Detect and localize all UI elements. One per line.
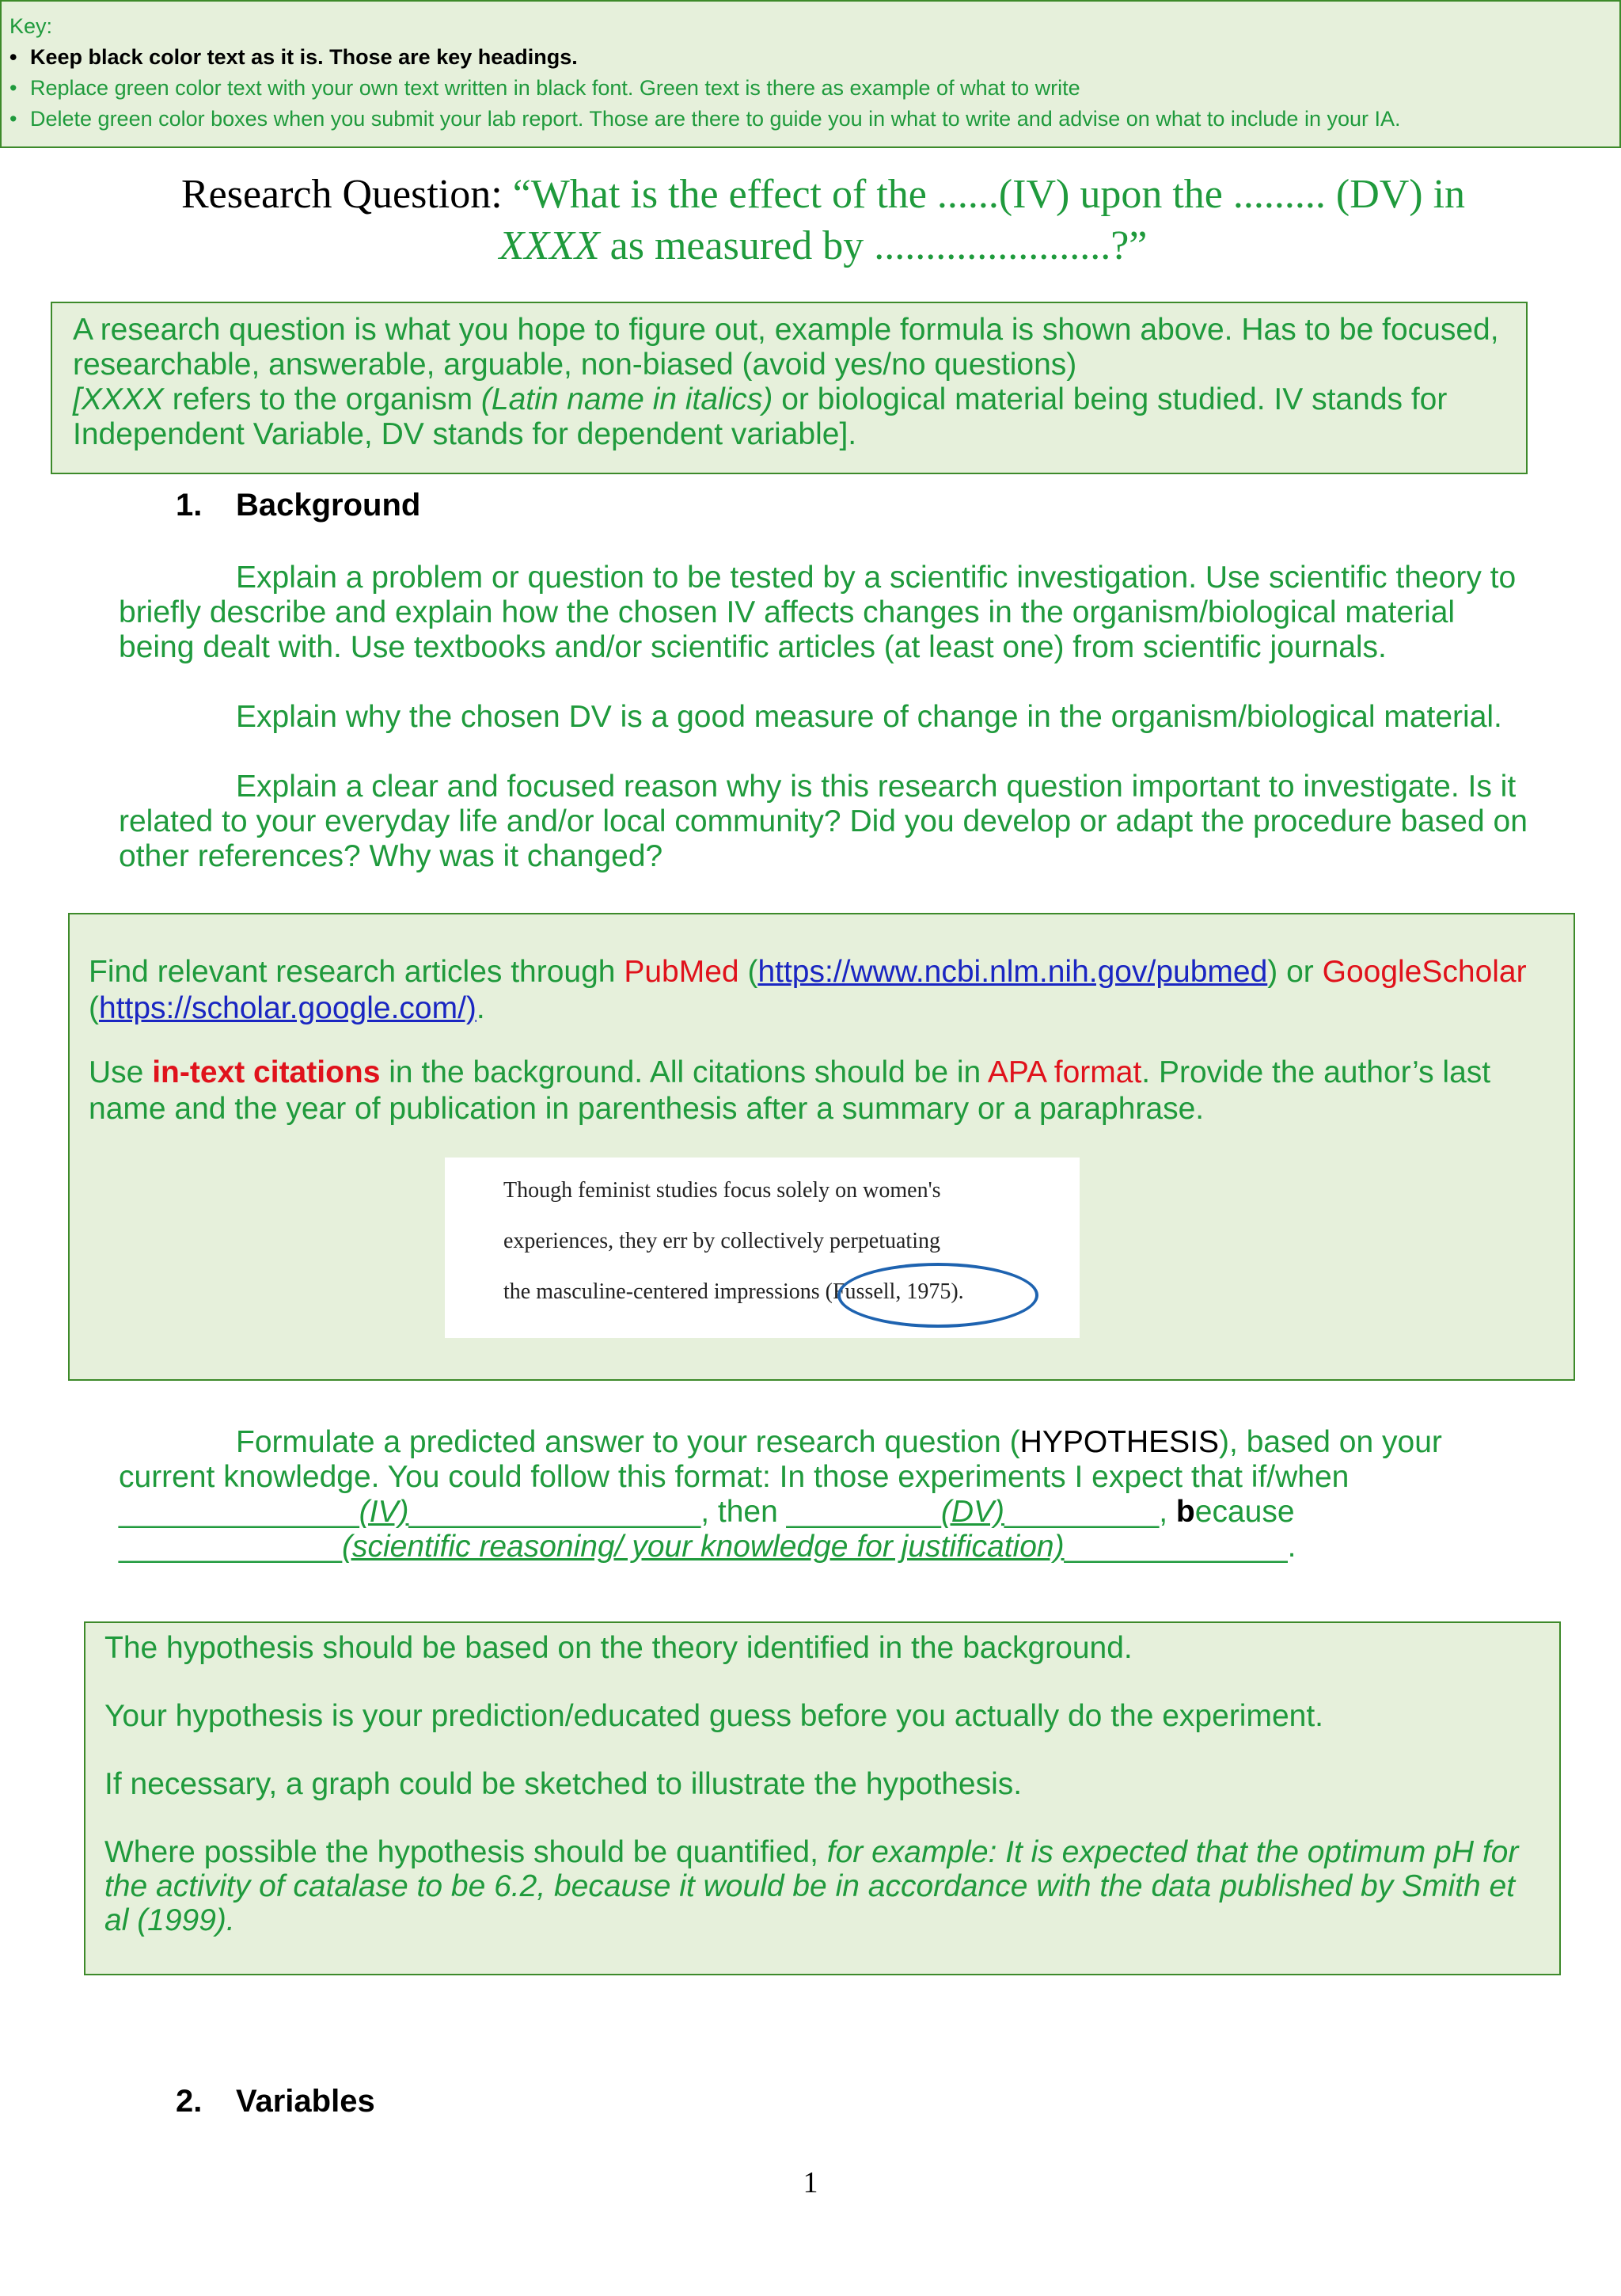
key-item-text: Delete green color boxes when you submit your lab report. Those are there to guide you in what to write and advise on what to include in your IA. [30, 107, 1401, 131]
iv-placeholder: (IV) [359, 1495, 409, 1529]
paragraph-text: Explain a problem or question to be tested by a scientific investigation. Use scientific theory to briefly describe and explain how the chosen IV affects changes in the organism/biological material being dealt with. Use textbooks and/or scientific articles (at least one) from scientific journals. [119, 561, 1517, 664]
pubmed-link[interactable]: https://www.ncbi.nlm.nih.gov/pubmed [757, 955, 1268, 989]
hypothesis-example: for example: It is expected that the optimum pH for the activity of catalase to be 6.2, because it would be in accordance with the data published by Smith et al (1999). [104, 1835, 1519, 1937]
paragraph-text: . [1287, 1530, 1296, 1564]
section-number: 1. [176, 488, 203, 523]
key-box [0, 0, 1621, 148]
background-heading [176, 488, 420, 523]
guide-text: Find relevant research articles through [89, 955, 624, 989]
paragraph-text: Formulate a predicted answer to your research question ( [236, 1425, 1020, 1459]
paragraph-text: Explain a clear and focused reason why is this research question important to investigate. Is it related to your everyday life and/or local community? Did you develop or adapt the procedure based on other references? Why was it changed? [119, 770, 1528, 873]
guide-text: Where possible the hypothesis should be quantified, [104, 1835, 827, 1869]
key-item-text: Replace green color text with your own text written in black font. Green text is there as example of what to write [30, 76, 1080, 100]
background-paragraph [119, 561, 1528, 665]
hypothesis-keyword: HYPOTHESIS [1019, 1425, 1220, 1459]
guide-text: ( [738, 955, 758, 989]
key-title: Key: [9, 14, 53, 38]
guide-text: . [476, 991, 485, 1025]
section-title: Background [236, 488, 421, 523]
blank-line: _________________ [408, 1495, 701, 1529]
hypothesis-paragraph [119, 1425, 1528, 1564]
guide-text: ) or [1267, 955, 1323, 989]
scientific-reasoning-placeholder: (scientific reasoning/ your knowledge for justification) [341, 1530, 1065, 1564]
section-number: 2. [176, 2084, 203, 2119]
google-scholar-label: GoogleScholar [1322, 955, 1527, 989]
paragraph-text: Explain why the chosen DV is a good measure of change in the organism/biological material. [236, 700, 1502, 734]
research-question-organism: XXXX [499, 223, 600, 268]
research-question-part2: as measured by .......................?” [609, 223, 1148, 268]
page-number: 1 [803, 2166, 818, 2199]
guide-text: . Provide the author’s last name and the year of publication in parenthesis after a summary or a paraphrase. [89, 1055, 1491, 1126]
paragraph-text: , [1159, 1495, 1176, 1529]
hypothesis-guide-box [84, 1621, 1561, 1975]
paragraph-text: , then [700, 1495, 787, 1529]
guide-text [73, 382, 1505, 452]
background-paragraph [119, 770, 1528, 874]
guide-text: The hypothesis should be based on the theory identified in the background. [104, 1631, 1133, 1665]
find-articles-text [89, 954, 1555, 1027]
guide-text: Use [89, 1055, 153, 1089]
guide-text: or biological material being studied. IV stands for Independent Variable, DV stands for dependent variable]. [73, 382, 1448, 451]
guide-text: in the background. All citations should be in [380, 1055, 988, 1089]
guide-text: Your hypothesis is your prediction/educated guess before you actually do the experiment. [104, 1699, 1324, 1733]
apa-format-label: APA format [987, 1055, 1142, 1089]
bullet-icon: • [9, 45, 17, 69]
in-text-citations-label: in-text citations [152, 1055, 381, 1089]
pubmed-label: PubMed [624, 955, 739, 989]
citation-example-line: experiences, they err by collectively perpetuating [503, 1229, 940, 1253]
blank-line: _________ [786, 1495, 941, 1529]
paragraph-text: ecause [1194, 1495, 1295, 1529]
key-item-green [9, 73, 1612, 104]
key-item-delete [9, 104, 1612, 135]
research-question-guide-box [51, 302, 1528, 474]
background-paragraph [119, 700, 1528, 735]
guide-text: ( [89, 991, 99, 1025]
blank-line: _____________ [119, 1530, 342, 1564]
blank-line: ______________ [119, 1495, 359, 1529]
variables-heading [176, 2084, 375, 2119]
paragraph-text: ), based on your current knowledge. You could follow this format: In those experiments I expect that if/when [119, 1425, 1442, 1494]
research-question-label: Research Question: [180, 172, 503, 217]
guide-text: If necessary, a graph could be sketched to illustrate the hypothesis. [104, 1767, 1023, 1801]
research-question [79, 169, 1567, 272]
bullet-icon: • [9, 76, 17, 100]
blank-line: _____________ [1064, 1530, 1288, 1564]
key-item-text: Keep black color text as it is. Those are key headings. [30, 45, 578, 69]
citation-example-line: Though feminist studies focus solely on women's [503, 1178, 941, 1203]
bullet-icon: • [9, 107, 17, 131]
guide-text: A research question is what you hope to figure out, example formula is shown above. Has to be focused, researchable, answerable, arguable, non-biased (avoid yes/no questions) [73, 313, 1499, 382]
because-bold-letter: b [1175, 1495, 1195, 1529]
guide-text [104, 1835, 1540, 1937]
section-title: Variables [236, 2084, 375, 2119]
blank-line: _________ [1004, 1495, 1160, 1529]
key-item-black [9, 42, 1612, 73]
citation-example-line: the masculine-centered impressions (Fussell, 1975). [503, 1279, 964, 1304]
citation-highlight-circle-icon [837, 1263, 1038, 1328]
dv-placeholder: (DV) [940, 1495, 1005, 1529]
latin-hint: (Latin name in italics) [480, 382, 773, 416]
research-question-part1: “What is the effect of the ......(IV) upon the ......... (DV) in [512, 172, 1466, 217]
google-scholar-link[interactable]: https://scholar.google.com/) [99, 991, 476, 1025]
guide-text: refers to the organism [163, 382, 481, 416]
xxxx-text: [XXXX [73, 382, 164, 416]
citation-instructions [89, 1055, 1555, 1127]
